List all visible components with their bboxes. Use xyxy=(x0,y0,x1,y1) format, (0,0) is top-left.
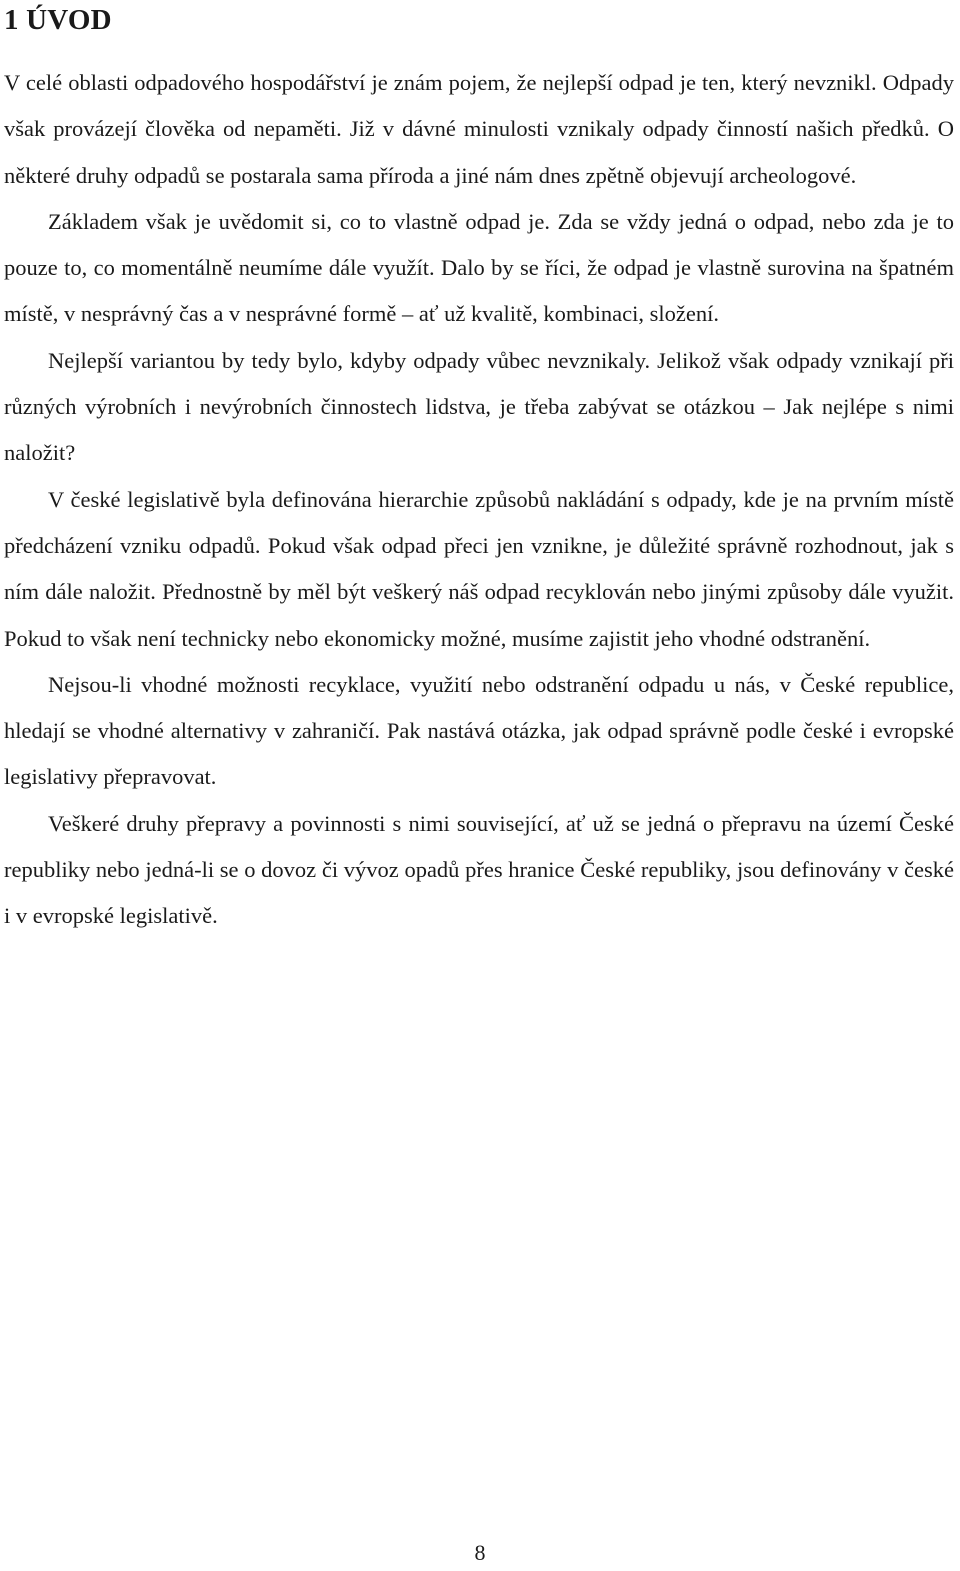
body-text xyxy=(4,60,954,940)
paragraph-alternatives: Nejsou-li vhodné možnosti recyklace, využití nebo odstranění odpadu u nás, v České republice, hledají se vhodné alternativy v zahraničí. Pak nastává otázka, jak odpad správně podle české i evropské legislativy přepravovat. xyxy=(4,671,954,790)
paragraph-definition: Základem však je uvědomit si, co to vlastně odpad je. Zda se vždy jedná o odpad, nebo zda je to pouze to, co momentálně neumíme dále využít. Dalo by se říci, že odpad je vlastně surovina na špatném místě, v nesprávný čas a v nesprávné formě – ať už kvalitě, kombinaci, složení. xyxy=(4,208,954,327)
paragraph-intro: V celé oblasti odpadového hospodářství je znám pojem, že nejlepší odpad je ten, který nevznikl. Odpady však provázejí člověka od nepaměti. Již v dávné minulosti vznikaly odpady činností našich předků. O některé druhy odpadů se postarala sama příroda a jiné nám dnes zpětně objevují archeologové. xyxy=(4,70,954,188)
page-number: 8 xyxy=(474,1540,486,1565)
paragraph-hierarchy: V české legislativě byla definována hierarchie způsobů nakládání s odpady, kde je na prvním místě předcházení vzniku odpadů. Pokud však odpad přeci jen vznikne, je důležité správně rozhodnout, jak s ním dále naložit. Přednostně by měl být veškerý náš odpad recyklován nebo jinými způsoby dále využit. Pokud to však není technicky nebo ekonomicky možné, musíme zajistit jeho vhodné odstranění. xyxy=(4,486,954,651)
chapter-heading: 1 ÚVOD xyxy=(4,4,112,36)
paragraph-best-variant: Nejlepší variantou by tedy bylo, kdyby odpady vůbec nevznikaly. Jelikož však odpady vznikají při různých výrobních i nevýrobních činnostech lidstva, je třeba zabývat se otázkou – Jak nejlépe s nimi naložit? xyxy=(4,347,954,466)
paragraph-transport: Veškeré druhy přepravy a povinnosti s nimi související, ať už se jedná o přepravu na území České republiky nebo jedná-li se o dovoz či vývoz opadů přes hranice České republiky, jsou definovány v české i v evropské legislativě. xyxy=(4,810,954,929)
